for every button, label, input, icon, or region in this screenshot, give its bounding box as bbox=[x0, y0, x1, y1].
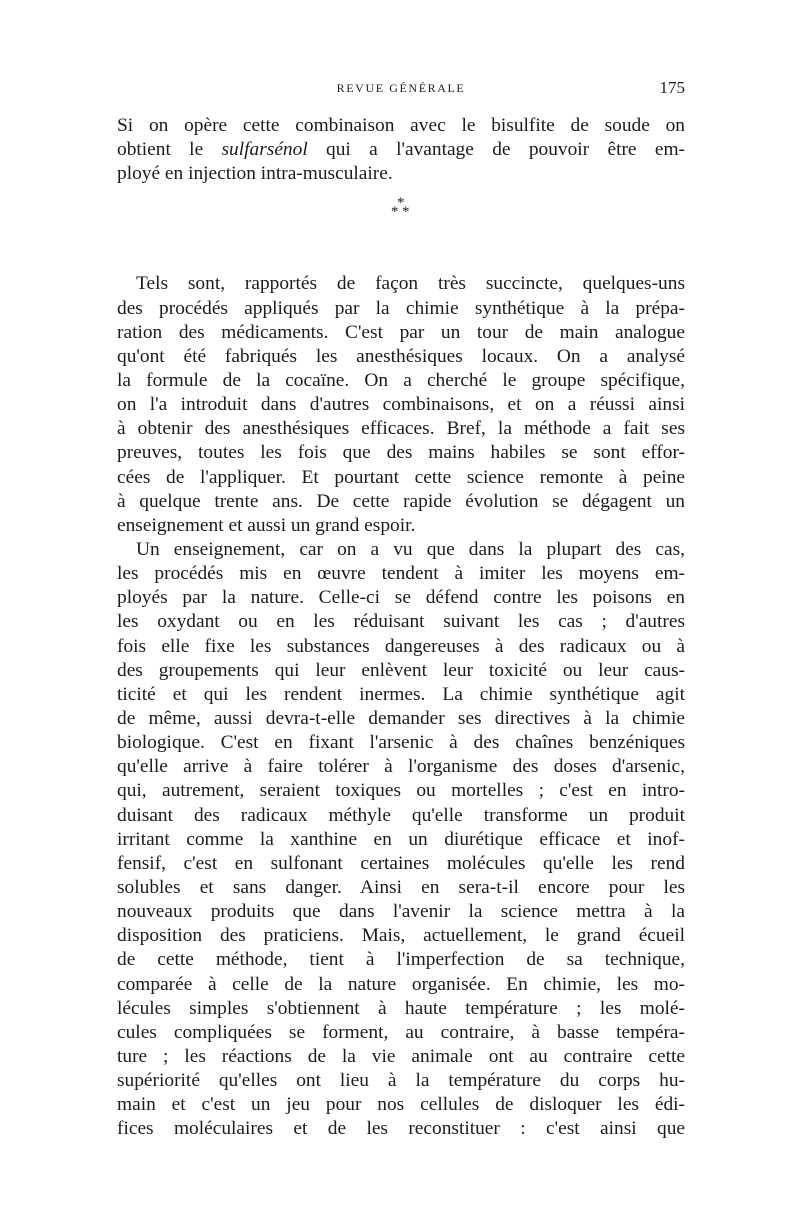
text-line: ployés par la nature. Celle-ci se défend contre les poisons en bbox=[117, 587, 685, 609]
text-line: ture ; les réactions de la vie animale ont au contraire cette bbox=[117, 1045, 685, 1067]
text-line: main et c'est un jeu pour nos cellules de disloquer les édi- bbox=[117, 1094, 685, 1116]
text-line: lécules simples s'obtiennent à haute température ; les molé- bbox=[117, 997, 685, 1019]
text-line: à quelque trente ans. De cette rapide évolution se dégagent un bbox=[117, 490, 685, 512]
page-number: 175 bbox=[659, 78, 685, 97]
text-line: des procédés appliqués par la chimie synthétique à la prépa- bbox=[117, 297, 685, 319]
text-line: disposition des praticiens. Mais, actuellement, le grand écueil bbox=[117, 925, 685, 947]
text-line: à obtenir des anesthésiques efficaces. Bref, la méthode a fait ses bbox=[117, 418, 685, 440]
paragraph-2 bbox=[117, 272, 685, 538]
section-separator bbox=[117, 186, 685, 272]
text-line: les oxydant ou en les réduisant suivant les cas ; d'autres bbox=[117, 611, 685, 633]
text-line: supériorité qu'elles ont lieu à la température du corps hu- bbox=[117, 1070, 685, 1092]
body-text bbox=[117, 114, 685, 1141]
text-line: irritant comme la xanthine en un diurétique efficace et inof- bbox=[117, 828, 685, 850]
text-line: on l'a introduit dans d'autres combinaisons, et on a réussi ainsi bbox=[117, 394, 685, 416]
text-line: Un enseignement, car on a vu que dans la plupart des cas, bbox=[136, 538, 685, 560]
text-line: fensif, c'est en sulfonant certaines molécules qu'elle les rend bbox=[117, 852, 685, 874]
text-line: la formule de la cocaïne. On a cherché le groupe spécifique, bbox=[117, 369, 685, 391]
text-line: biologique. C'est en fixant l'arsenic à des chaînes benzéniques bbox=[117, 732, 685, 754]
text-line: solubles et sans danger. Ainsi en sera-t-il encore pour les bbox=[117, 876, 685, 898]
text-line: les procédés mis en œuvre tendent à imiter les moyens em- bbox=[117, 563, 685, 585]
text-line: ployé en injection intra-musculaire. bbox=[117, 163, 393, 185]
text-line: fices moléculaires et de les reconstituer : c'est ainsi que bbox=[117, 1118, 685, 1140]
text-line: qui, autrement, seraient toxiques ou mortelles ; c'est en intro- bbox=[117, 780, 685, 802]
text-line: de même, aussi devra-t-elle demander ses directives à la chimie bbox=[117, 707, 685, 729]
italic-term: sulfarsénol bbox=[221, 139, 308, 161]
text-line: comparée à celle de la nature organisée. En chimie, les mo- bbox=[117, 973, 685, 995]
text-line bbox=[117, 138, 685, 162]
paragraph-1 bbox=[117, 114, 685, 186]
text-line: de cette méthode, tient à l'imperfection de sa technique, bbox=[117, 949, 685, 971]
running-head bbox=[117, 78, 685, 98]
text-line: nouveaux produits que dans l'avenir la science mettra à la bbox=[117, 901, 685, 923]
text-segment: qui a l'avantage de pouvoir être em- bbox=[307, 139, 685, 161]
asterisk-bottom-right: * bbox=[402, 204, 410, 221]
text-line: cules compliquées se forment, au contraire, à basse tempéra- bbox=[117, 1021, 685, 1043]
text-line: ticité et qui les rendent inermes. La chimie synthétique agit bbox=[117, 683, 685, 705]
text-line: duisant des radicaux méthyle qu'elle transforme un produit bbox=[117, 804, 685, 826]
asterism-ornament bbox=[389, 196, 419, 226]
text-line: fois elle fixe les substances dangereuses à des radicaux ou à bbox=[117, 635, 685, 657]
text-line: ration des médicaments. C'est par un tour de main analogue bbox=[117, 321, 685, 343]
asterisk-bottom-left: * bbox=[391, 204, 399, 221]
running-title: REVUE GÉNÉRALE bbox=[336, 81, 466, 95]
text-line: qu'ont été fabriqués les anesthésiques locaux. On a analysé bbox=[117, 345, 685, 367]
text-line: cées de l'appliquer. Et pourtant cette science remonte à peine bbox=[117, 466, 685, 488]
paragraph-3 bbox=[117, 538, 685, 1142]
text-line: Si on opère cette combinaison avec le bisulfite de soude on bbox=[117, 115, 685, 136]
text-line: qu'elle arrive à faire tolérer à l'organisme des doses d'arsenic, bbox=[117, 756, 685, 778]
text-line: enseignement et aussi un grand espoir. bbox=[117, 514, 416, 536]
asterisk-top: * bbox=[397, 195, 405, 212]
text-segment: obtient le bbox=[117, 139, 222, 161]
text-line: des groupements qui leur enlèvent leur toxicité ou leur caus- bbox=[117, 659, 685, 681]
text-line: preuves, toutes les fois que des mains habiles se sont effor- bbox=[117, 442, 685, 464]
text-line: Tels sont, rapportés de façon très succincte, quelques-uns bbox=[136, 273, 685, 295]
